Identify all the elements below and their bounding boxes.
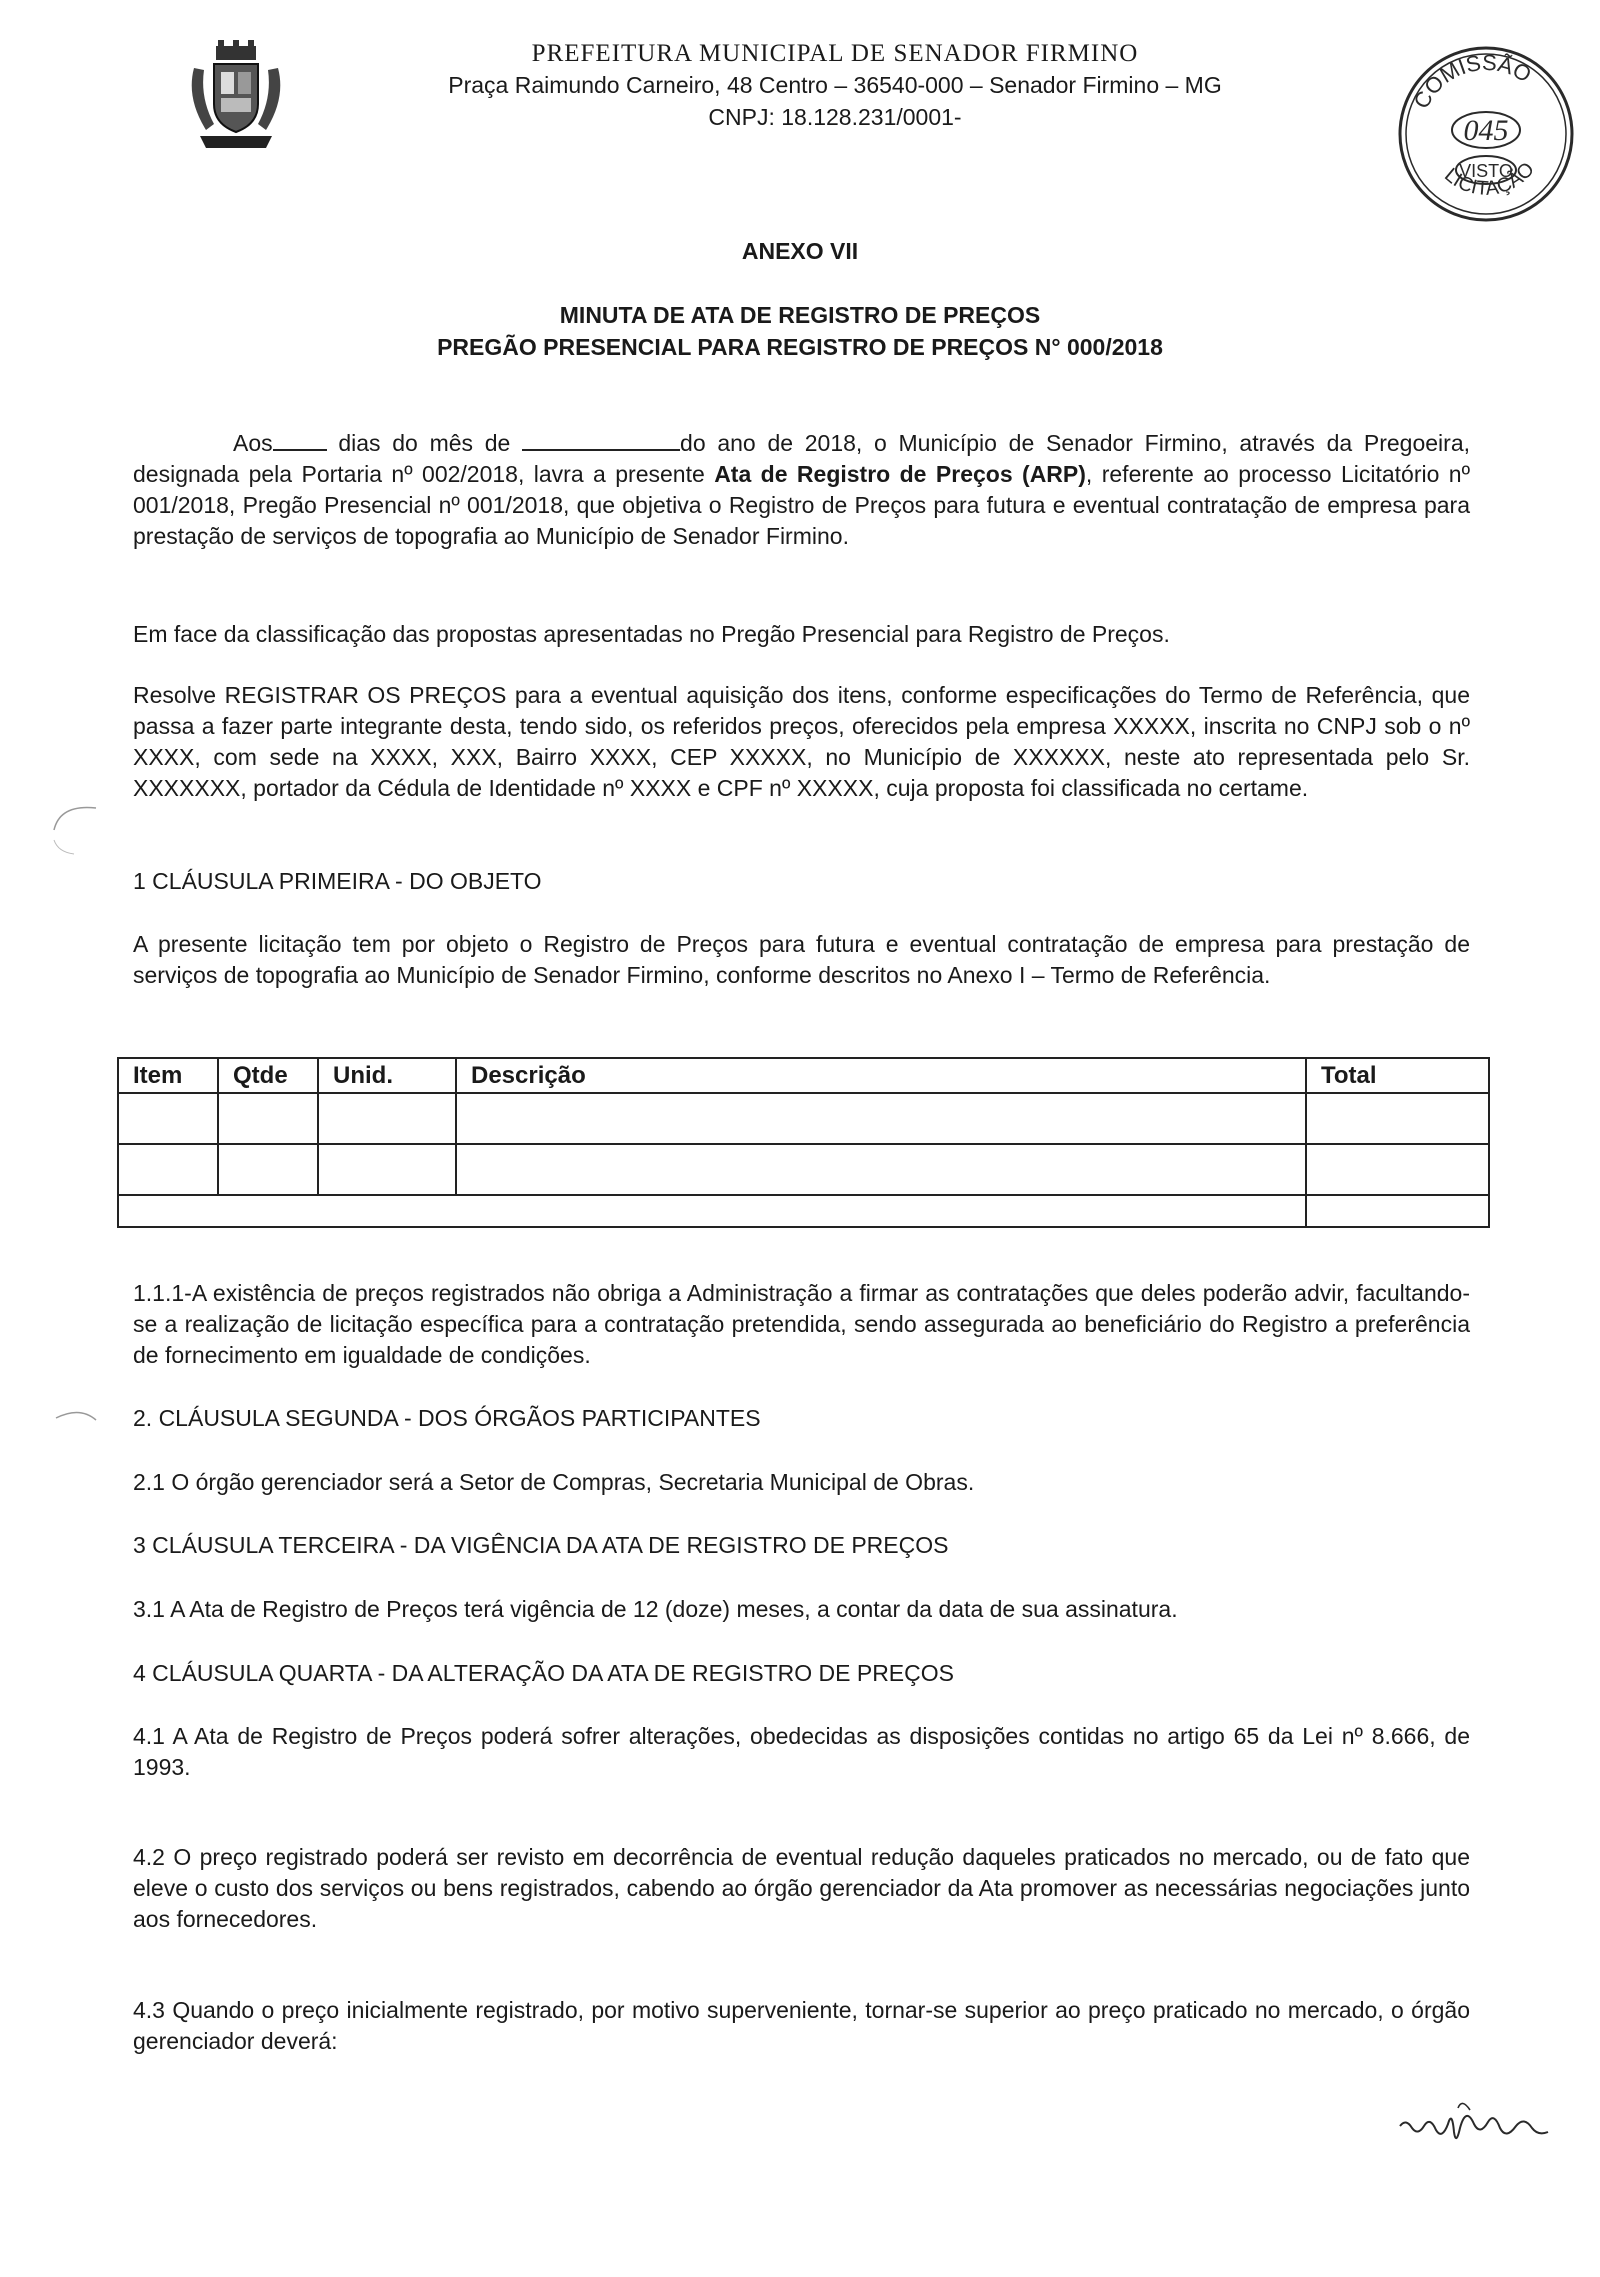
table-cell	[118, 1144, 218, 1195]
table-cell	[318, 1144, 456, 1195]
header-cnpj: CNPJ: 18.128.231/0001-	[708, 104, 962, 130]
table-cell	[456, 1093, 1306, 1144]
table-cell	[456, 1144, 1306, 1195]
clause-1-text: A presente licitação tem por objeto o Registro de Preços para futura e eventual contratação de empresa para prestação de serviços de topografia ao Município de Senador Firmino, conforme descritos no Anexo I – Termo de Referência.	[133, 931, 1470, 988]
intro-text-bold: Ata de Registro de Preços (ARP)	[714, 461, 1086, 487]
intro-text-rest: , referente ao processo Licitatório nº 001/2018, Pregão Presencial nº 001/2018, que objetiva o Registro de Preços para futura e eventual contratação de empresa para prestação de serviços de topografia ao Município de Senador Firmino.	[133, 461, 1470, 549]
table-cell	[118, 1093, 218, 1144]
col-header-unid: Unid.	[318, 1058, 456, 1093]
clause-2-heading: 2. CLÁUSULA SEGUNDA - DOS ÓRGÃOS PARTICIPANTES	[133, 1405, 761, 1431]
doc-title-line-2: PREGÃO PRESENCIAL PARA REGISTRO DE PREÇOS N° 000/2018	[437, 334, 1163, 360]
col-header-item: Item	[118, 1058, 218, 1093]
stamp-middle-text: VISTO	[1459, 161, 1513, 181]
signature-initials	[1396, 2088, 1556, 2158]
clause-4-heading: 4 CLÁUSULA QUARTA - DA ALTERAÇÃO DA ATA DE REGISTRO DE PREÇOS	[133, 1660, 954, 1686]
commission-stamp-icon	[1392, 40, 1580, 228]
stamp-top-text: COMISSÃO	[1408, 49, 1536, 113]
stamp-bottom-text: LICITAÇÃO	[1440, 158, 1539, 200]
intro-text-aos: Aos	[233, 430, 273, 456]
header-address: Praça Raimundo Carneiro, 48 Centro – 36540-000 – Senador Firmino – MG	[448, 72, 1222, 98]
doc-title-line-1: MINUTA DE ATA DE REGISTRO DE PREÇOS	[559, 302, 1041, 328]
table-cell	[118, 1195, 1306, 1227]
svg-text:COMISSÃO	[1408, 50, 1535, 113]
table-cell	[1306, 1144, 1489, 1195]
intro-text-main: do ano de 2018, o Município de Senador Firmino, através da Pregoeira, designada pela Portaria nº 002/2018, lavra a presente	[133, 430, 1470, 487]
table-cell	[218, 1144, 318, 1195]
punch-hole-mark	[40, 800, 100, 860]
col-header-total: Total	[1306, 1058, 1489, 1093]
table-cell	[1306, 1093, 1489, 1144]
table-row	[118, 1144, 1489, 1195]
municipal-crest-icon	[186, 38, 286, 156]
col-header-qtde: Qtde	[218, 1058, 318, 1093]
table-row	[118, 1093, 1489, 1144]
items-table	[117, 1057, 1490, 1228]
clause-4-1-text: 4.1 A Ata de Registro de Preços poderá sofrer alterações, obedecidas as disposições contidas no artigo 65 da Lei nº 8.666, de 1993.	[133, 1723, 1470, 1780]
stamp-number: 045	[1463, 114, 1509, 147]
annex-title: ANEXO VII	[741, 238, 859, 264]
col-header-descricao: Descrição	[456, 1058, 1306, 1093]
clause-2-1-text: 2.1 O órgão gerenciador será a Setor de Compras, Secretaria Municipal de Obras.	[133, 1469, 975, 1495]
intro-paragraph	[133, 428, 1470, 552]
clause-3-heading: 3 CLÁUSULA TERCEIRA - DA VIGÊNCIA DA ATA DE REGISTRO DE PREÇOS	[133, 1532, 949, 1558]
clause-1-heading: 1 CLÁUSULA PRIMEIRA - DO OBJETO	[133, 868, 542, 894]
intro-text-dias: dias do mês de	[326, 430, 523, 456]
table-cell	[1306, 1195, 1489, 1227]
table-cell	[318, 1093, 456, 1144]
items-table-header-row	[118, 1058, 1489, 1093]
day-blank	[273, 429, 327, 451]
month-blank	[522, 429, 680, 451]
table-cell	[218, 1093, 318, 1144]
header-org-name: PREFEITURA MUNICIPAL DE SENADOR FIRMINO	[531, 40, 1139, 67]
punch-hole-mark	[40, 1400, 100, 1440]
table-row	[118, 1195, 1489, 1227]
clause-4-3-text: 4.3 Quando o preço inicialmente registrado, por motivo superveniente, tornar-se superior ao preço praticado no mercado, o órgão gerenciador deverá:	[133, 1997, 1470, 2054]
clause-1-1-1-text: 1.1.1-A existência de preços registrados não obriga a Administração a firmar as contratações que deles poderão advir, facultando-se a realização de licitação específica para a contratação pretendida, sendo assegurada ao beneficiário do Registro a preferência de fornecimento em igualdade de condições.	[133, 1280, 1470, 1368]
register-prices-paragraph: Resolve REGISTRAR OS PREÇOS para a eventual aquisição dos itens, conforme especificações do Termo de Referência, que passa a fazer parte integrante desta, tendo sido, os referidos preços, oferecidos pela empresa XXXXX, inscrita no CNPJ sob o nº XXXX, com sede na XXXX, XXX, Bairro XXXX, CEP XXXXX, no Município de XXXXXX, neste ato representada pelo Sr. XXXXXXX, portador da Cédula de Identidade nº XXXX e CPF nº XXXXX, cuja proposta foi classificada no certame.	[133, 682, 1470, 801]
clause-3-1-text: 3.1 A Ata de Registro de Preços terá vigência de 12 (doze) meses, a contar da data de sua assinatura.	[133, 1596, 1178, 1622]
classification-paragraph: Em face da classificação das propostas apresentadas no Pregão Presencial para Registro de Preços.	[133, 621, 1170, 647]
clause-4-2-text: 4.2 O preço registrado poderá ser revisto em decorrência de eventual redução daqueles praticados no mercado, ou de fato que eleve o custo dos serviços ou bens registrados, cabendo ao órgão gerenciador da Ata promover as necessárias negociações junto aos fornecedores.	[133, 1844, 1470, 1932]
